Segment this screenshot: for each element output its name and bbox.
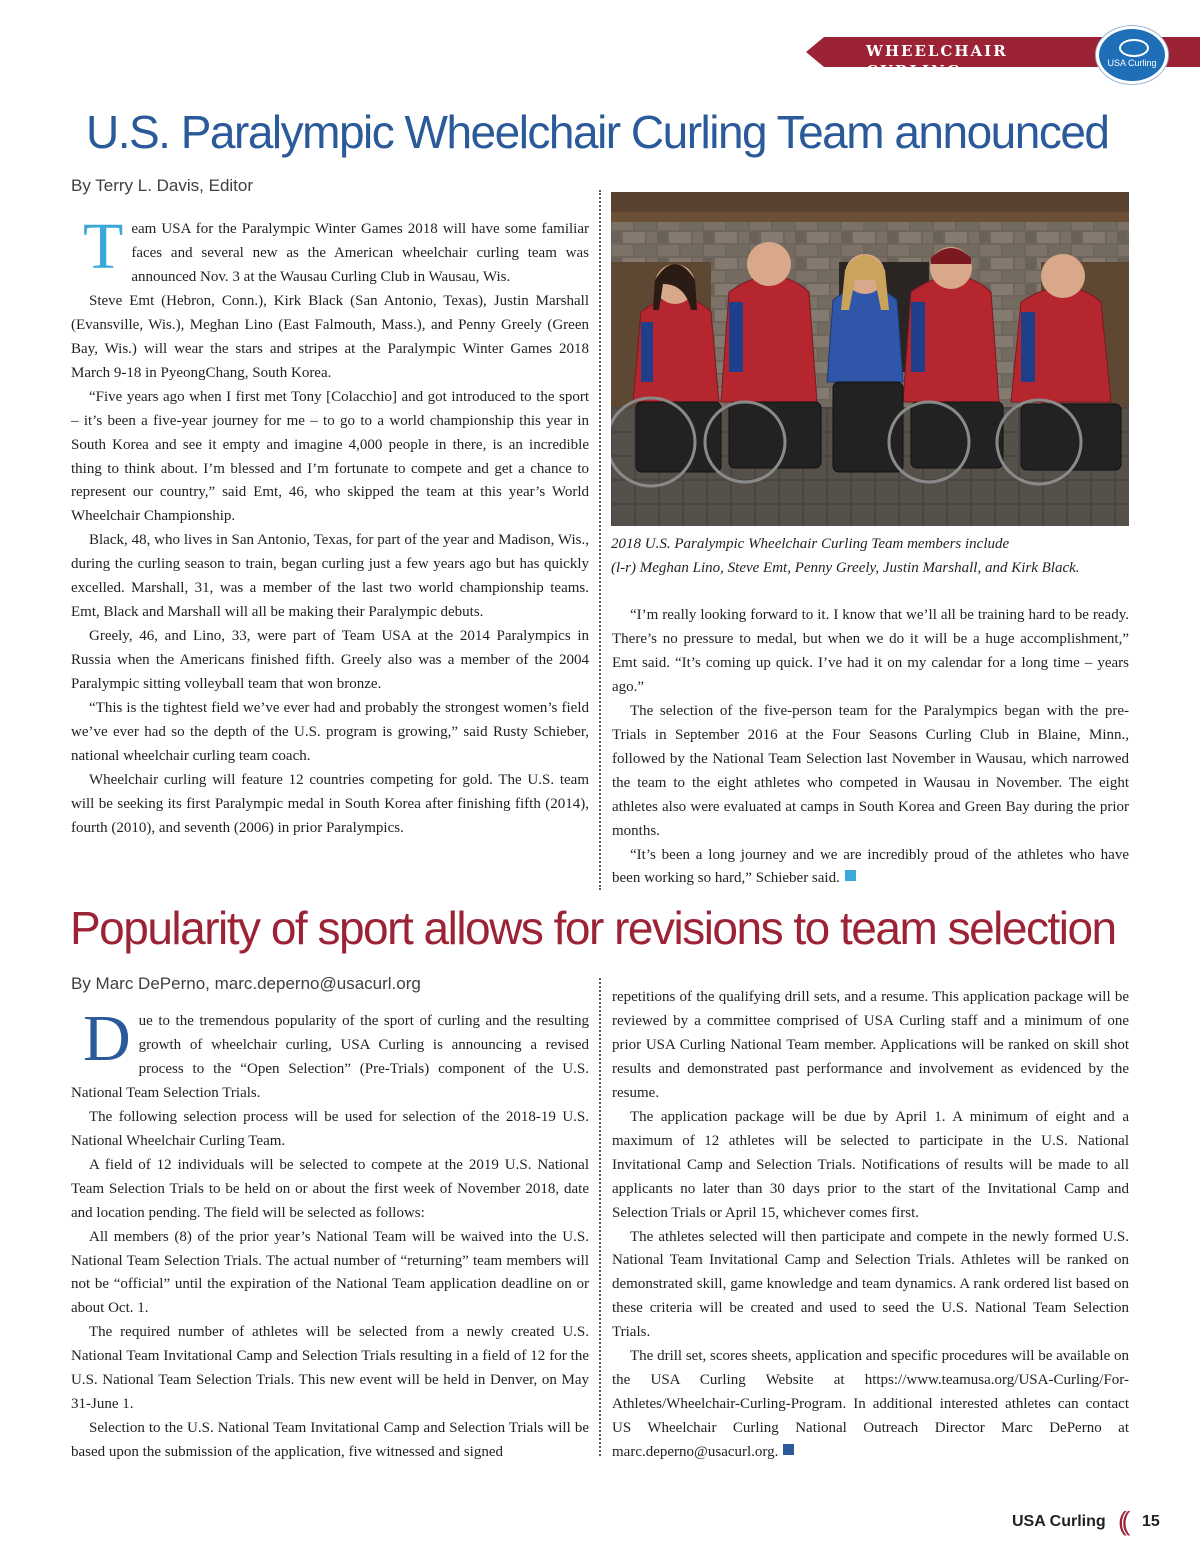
article2-final-text: The drill set, scores sheets, application and specific procedures will be available on the USA Curling Website at https://www.teamusa.org/USA-Curling/For-Athletes/Wheelchair-Curling-Program. In additional interested athletes can contact US Wheelchair Curling National Outreach Director Marc DePerno at marc.deperno@usacurl.org. [612,1348,1129,1461]
article1-paragraph: “Five years ago when I first met Tony [Colacchio] and got introduced to the sport – it’s been a five-year journey for me – to go to a world championship this year in South Korea and see it empty and imagine 4,000 people in there, is an incredible thing to think about. I’m blessed and I’m fortunate to compete and get a chance to represent our country,” said Emt, 46, who skipped the team at this year’s World Wheelchair Championship. [71,388,589,525]
article2-final-paragraph [612,1345,1129,1465]
article1-dropcap: T [83,210,124,283]
article1-paragraph: Black, 48, who lives in San Antonio, Texas, for part of the year and Madison, Wis., during the curling season to train, began curling just a few years ago but has quickly excelled. Marshall, 31, was a member of the last two world championship teams. Emt, Black and Marshall will all be making their Paralympic debuts. [71,532,589,621]
article2-paragraph: The application package will be due by April 1. A minimum of eight and a maximum of 12 athletes will be selected to participate in the U.S. National Invitational Camp and Selection Trials. Notifications of results will be made to all applicants no later than 30 days prior to the start of the Invitational Camp and Selection Trials or April 15, whichever comes first. [612,1108,1129,1221]
footer-paren-icon: (( [1118,1506,1126,1536]
article2-left-column [71,1002,589,1465]
article1-paragraph: “I’m really looking forward to it. I know that we’ll all be training hard to be ready. There’s no pressure to medal, but when we do it will be a huge accomplishment,” Emt said. “It’s coming up quick. I’ve had it on my calendar for a long time – years ago.” [612,607,1129,695]
column-divider [599,978,601,1456]
article1-lead-paragraph [71,210,589,290]
end-mark-icon [845,870,856,881]
article1-paragraph: Steve Emt (Hebron, Conn.), Kirk Black (San Antonio, Texas), Justin Marshall (Evansville, Wis.), Meghan Lino (East Falmouth, Mass.), and Penny Greely (Green Bay, Wis.) will wear the stars and stripes at the Paralympic Winter Games 2018 March 9-18 in PyeongChang, South Korea. [71,292,589,381]
article2-paragraph: All members (8) of the prior year’s National Team will be waived into the U.S. National Team Selection Trials. The actual number of “returning” team members will not be “official” until the expiration of the National Team application deadline on or about Oct. 1. [71,1228,589,1317]
team-photo [611,192,1129,526]
article2-right-column [612,986,1129,1465]
article2-paragraph: The required number of athletes will be selected from a newly created U.S. National Team Invitational Camp and Selection Trials resulting in a field of 12 for the U.S. National Team Selection Trials. This new event will be held in Denver, on May 31-June 1. [71,1324,589,1413]
end-mark-icon [783,1444,794,1455]
team-photo-illustration [611,192,1129,526]
logo-text: USA Curling [1107,58,1157,68]
article2-dropcap: D [83,1002,131,1075]
article1-right-column [612,604,1129,891]
column-divider [599,190,601,890]
article2-lead-text: ue to the tremendous popularity of the sport of curling and the resulting growth of wheelchair curling, USA Curling is announcing a revised process to the “Open Selection” (Pre-Trials) component of the U.S. National Team Selection Trials. [71,1013,589,1101]
article2-lead-paragraph [71,1002,589,1106]
article1-paragraph: Wheelchair curling will feature 12 countries competing for gold. The U.S. team will be seeking its first Paralympic medal in South Korea after finishing fifth (2014), fourth (2010), and seventh (2006) in prior Paralympics. [71,771,589,836]
article1-headline: U.S. Paralympic Wheelchair Curling Team announced [86,106,1109,158]
footer-publication: USA Curling [1012,1513,1106,1530]
article2-byline: By Marc DePerno, marc.deperno@usacurl.org [71,974,421,993]
curling-stone-icon [1119,39,1149,57]
article1-lead-text: eam USA for the Paralympic Winter Games 2018 will have some familiar faces and several new as the American wheelchair curling team was announced Nov. 3 at the Wausau Curling Club in Wausau, Wis. [131,221,589,285]
caption-line: (l-r) Meghan Lino, Steve Emt, Penny Greely, Justin Marshall, and Kirk Black. [611,559,1080,576]
article1-left-column [71,210,589,841]
article2-continuation: repetitions of the qualifying drill sets, and a resume. This application package will be reviewed by a committee comprised of USA Curling staff and a minimum of one prior USA Curling National Team member. Applications will be ranked on skill shot results and demonstrated past performance and involvement as evidenced by the resume. [612,989,1129,1101]
article1-byline: By Terry L. Davis, Editor [71,176,254,195]
caption-line: 2018 U.S. Paralympic Wheelchair Curling Team members include [611,536,1010,552]
article1-paragraph: “This is the tightest field we’ve ever had and probably the strongest women’s field we’ve ever had so the depth of the U.S. program is growing,” said Rusty Schieber, national wheelchair curling team coach. [71,700,589,764]
article2-paragraph: A field of 12 individuals will be selected to compete at the 2019 U.S. National Team Selection Trials to be held on or about the first week of November 2018, date and location pending. The field will be selected as follows: [71,1156,589,1221]
article1-paragraph: Greely, 46, and Lino, 33, were part of Team USA at the 2014 Paralympics in Russia when the Americans finished fifth. Greely also was a member of the 2004 Paralympic sitting volleyball team that won bronze. [71,628,589,693]
article1-paragraph: The selection of the five-person team for the Paralympics began with the pre-Trials in September 2016 at the Four Seasons Curling Club in Blaine, Minn., followed by the National Team Selection last November in Wausau, which narrowed the team to the eight athletes who competed in Wausau in November. The eight athletes also were evaluated at camps in South Korea and Green Bay during the prior months. [612,702,1129,839]
page-number: 15 [1142,1513,1160,1530]
article2-paragraph: Selection to the U.S. National Team Invitational Camp and Selection Trials will be based upon the submission of the application, five witnessed and signed [71,1420,589,1461]
article1-final-text: “It’s been a long journey and we are incredibly proud of the athletes who have been working so hard,” Schieber said. [612,846,1129,887]
section-label: WHEELCHAIR CURLING [866,42,1008,80]
article2-paragraph: The following selection process will be used for selection of the 2018-19 U.S. National Wheelchair Curling Team. [71,1108,589,1149]
photo-caption [611,533,1131,580]
usa-curling-logo [1096,26,1168,84]
article2-paragraph: The athletes selected will then participate and compete in the newly formed U.S. National Team Invitational Camp and Selection Trials. Athletes will be ranked on demonstrated skill, game knowledge and team dynamics. A rank ordered list based on these criteria will be created and used to seed the U.S. National Team Selection Trials. [612,1228,1129,1341]
article1-final-paragraph [612,844,1129,892]
article2-headline: Popularity of sport allows for revisions to team selection [70,902,1116,954]
